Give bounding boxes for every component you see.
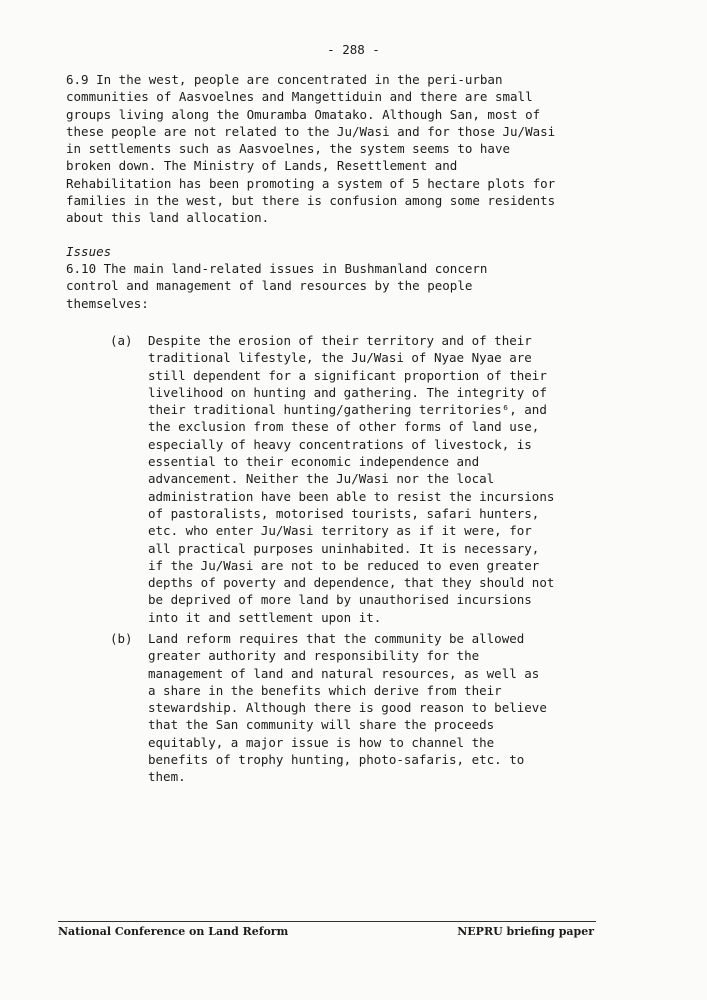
paragraph-6-9: 6.9 In the west, people are concentrated in the peri-urban communities of Aasvoelnes and Mangettiduin and there are small groups living along the Omuramba Omatako. Although San, most of these people are not related to the Ju/Wasi and for those Ju/Wasi in settlements such as Aasvoelnes, the system seems to have broken down. The Ministry of Lands, Resettlement and Rehabilitation has been promoting a system of 5 hectare plots for families in the west, but there is confusion among some residents about this land allocation. [66,72,556,226]
list-item-b [110,630,600,786]
paragraph-6-10: 6.10 The main land-related issues in Bushmanland concern control and management of land resources by the people themselves: [66,261,488,311]
list-item-label: (a) [110,333,133,348]
page-number: - 288 - [327,42,380,57]
footer-right: NEPRU briefing paper [457,925,594,938]
footer-rule [58,921,596,922]
footer-left: National Conference on Land Reform [58,925,289,938]
issues-heading: Issues [66,244,112,259]
list-item-label: (b) [110,631,133,646]
list-item-text: Land reform requires that the community be allowed greater authority and responsibility for the management of land and natural resources, as well as a share in the benefits which derive from their stewardship. Although there is good reason to believe that the San community will share the proceeds equitably, a major issue is how to channel the benefits of trophy hunting, photo-safaris, etc. to them. [148,631,547,785]
list-item-a [110,332,600,626]
list-item-text: Despite the erosion of their territory and of their traditional lifestyle, the Ju/Wasi of Nyae Nyae are still dependent for a significant proportion of their livelihood on hunting and gathering. The integrity of their traditional hunting/gathering territories⁶, and the exclusion from these of other forms of land use, especially of heavy concentrations of livestock, is essential to their economic independence and advancement. Neither the Ju/Wasi nor the local administration have been able to resist the incursions of pastoralists, motorised tourists, safari hunters, etc. who enter Ju/Wasi territory as if it were, for all practical purposes uninhabited. It is necessary, if the Ju/Wasi are not to be reduced to even greater depths of poverty and dependence, that they should not be deprived of more land by unauthorised incursions into it and settlement upon it. [148,333,555,625]
